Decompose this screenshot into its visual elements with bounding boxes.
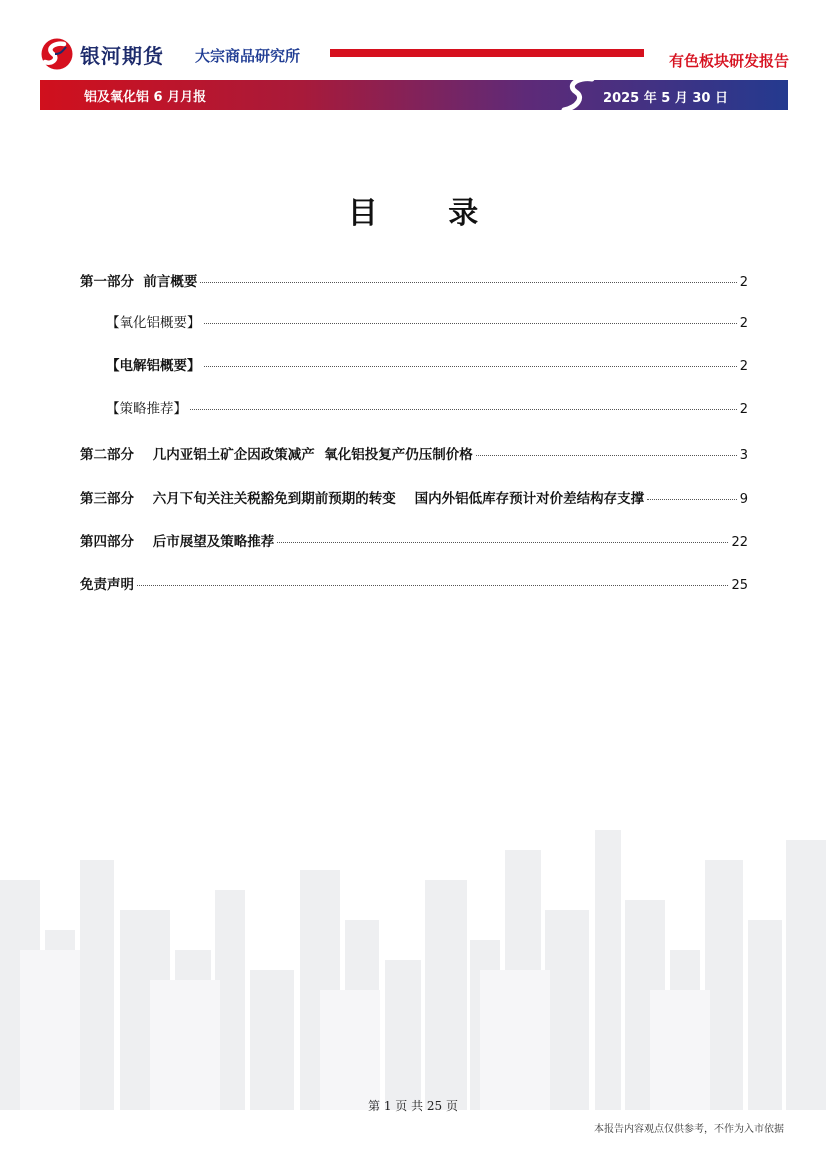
brand-name: 银河期货 — [80, 44, 164, 68]
toc-leader-dots — [200, 282, 736, 283]
toc-entry-label: 【电解铝概要】 — [106, 358, 201, 374]
swoosh-icon — [560, 77, 600, 113]
toc-entry-page: 2 — [739, 275, 748, 290]
toc-leader-dots — [190, 409, 737, 410]
title-banner — [40, 80, 788, 110]
toc-entry-label: 【策略推荐】 — [106, 401, 187, 417]
toc-title: 目 录 — [347, 196, 509, 231]
toc-entry-page: 2 — [739, 402, 748, 417]
toc-entry-label: 第三部分 六月下旬关注关税豁免到期前预期的转变 国内外铝低库存预计对价差结构存支撑 — [80, 491, 645, 507]
institute-name: 大宗商品研究所 — [195, 47, 301, 65]
toc-entry-electrolytic-aluminum[interactable] — [106, 354, 748, 374]
city-skyline-watermark — [0, 820, 826, 1110]
toc-entry-page: 9 — [739, 492, 748, 507]
footer-disclaimer-note: 本报告内容观点仅供参考，不作为入市依据 — [594, 1124, 784, 1135]
toc-entry-label: 第四部分 后市展望及策略推荐 — [80, 534, 275, 550]
toc-leader-dots — [277, 542, 728, 543]
toc-entry-label: 第一部分 前言概要 — [80, 274, 198, 290]
toc-entry-label: 免责声明 — [80, 577, 134, 593]
toc-leader-dots — [647, 499, 737, 500]
toc-entry-alumina[interactable] — [106, 311, 748, 331]
toc-entry-part1[interactable] — [80, 270, 748, 290]
report-title: 铝及氧化铝 6 月月报 — [84, 90, 207, 105]
toc-leader-dots — [137, 585, 728, 586]
toc-entry-page: 2 — [739, 359, 748, 374]
toc-entry-part4[interactable] — [80, 530, 748, 550]
galaxy-logo-icon — [40, 38, 74, 70]
report-date: 2025 年 5 月 30 日 — [603, 91, 728, 106]
toc-leader-dots — [476, 455, 737, 456]
toc-entry-page: 25 — [731, 578, 748, 593]
report-type: 有色板块研发报告 — [668, 52, 789, 70]
toc-entry-page: 3 — [739, 448, 748, 463]
toc-leader-dots — [204, 323, 737, 324]
toc-entry-strategy[interactable] — [106, 397, 748, 417]
toc-entry-disclaimer[interactable] — [80, 573, 748, 593]
toc-entry-part2[interactable] — [80, 443, 748, 463]
toc-entry-page: 22 — [731, 535, 748, 550]
toc-entry-label: 【氧化铝概要】 — [106, 315, 201, 331]
page-number: 第 1 页 共 25 页 — [368, 1099, 458, 1113]
header-red-rule — [330, 49, 644, 57]
toc-entry-label: 第二部分 几内亚铝土矿企因政策减产 氧化铝投复产仍压制价格 — [80, 447, 473, 463]
toc-leader-dots — [204, 366, 737, 367]
toc-entry-page: 2 — [739, 316, 748, 331]
toc-entry-part3[interactable] — [80, 487, 748, 507]
